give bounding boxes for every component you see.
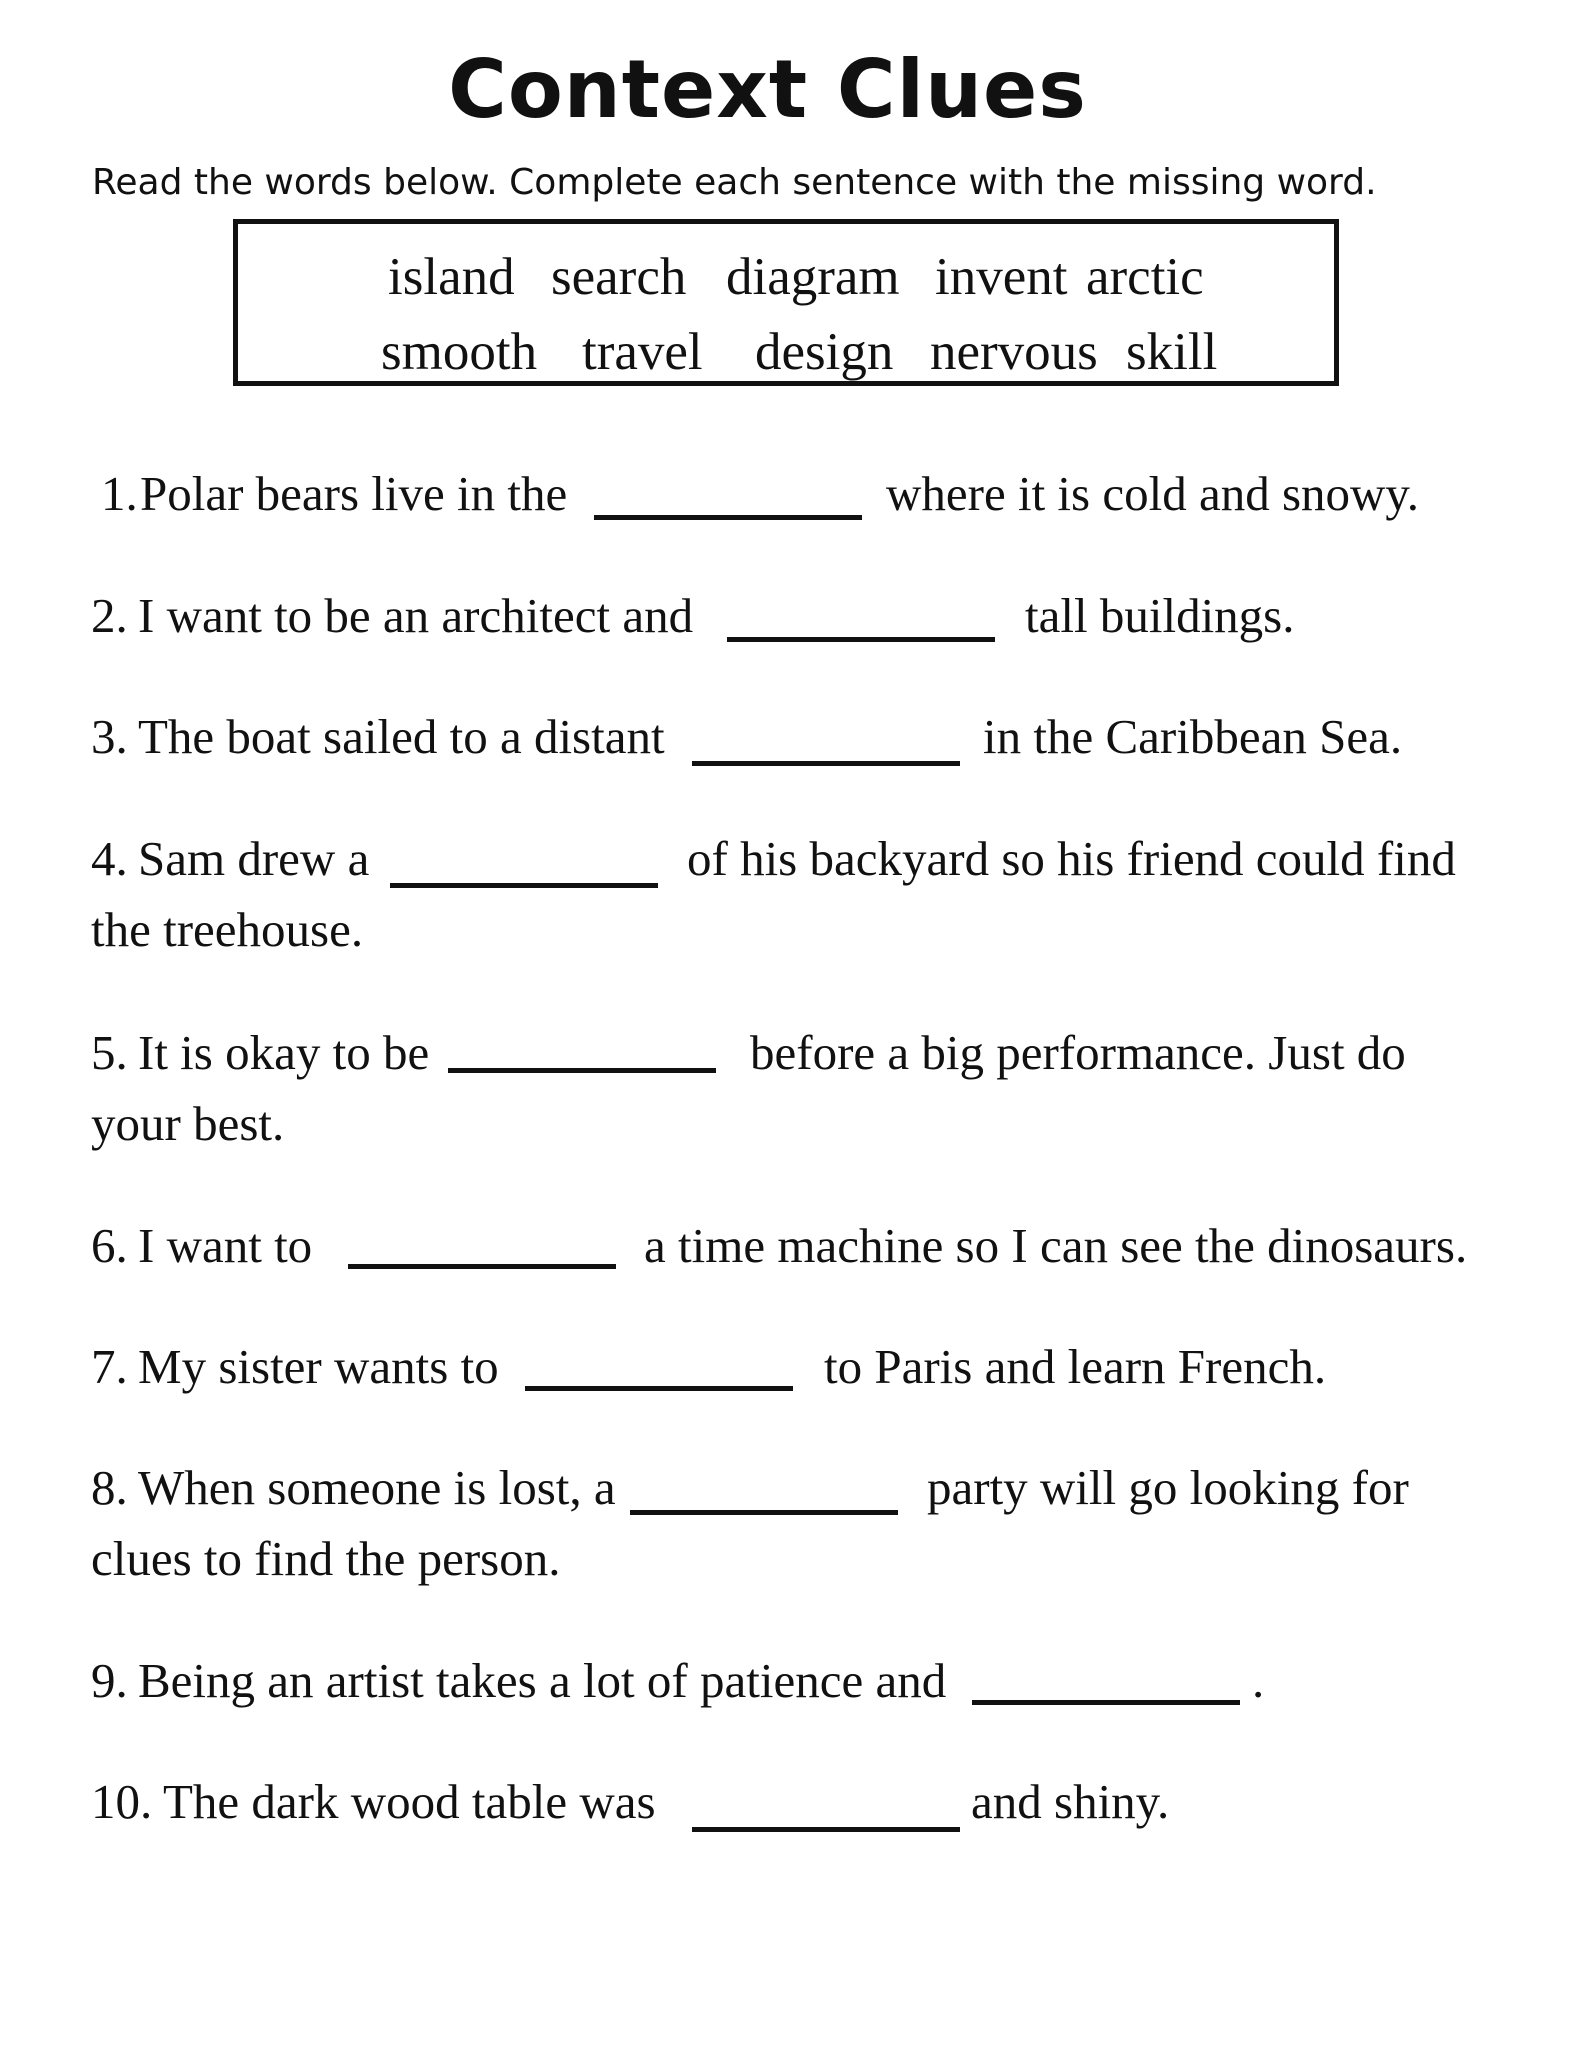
answer-blank-5[interactable]	[448, 1068, 716, 1073]
sentence-number: 2.	[91, 588, 128, 643]
sentence-text-continuation: the treehouse.	[91, 902, 364, 957]
sentence-text-continuation: clues to find the person.	[91, 1531, 561, 1586]
word-bank-word: travel	[582, 323, 703, 381]
answer-blank-8[interactable]	[630, 1510, 898, 1515]
word-bank-word: invent	[935, 248, 1068, 306]
word-bank-word: diagram	[726, 248, 900, 306]
sentence-text-before: I want to	[138, 1218, 313, 1273]
sentence-text-before: The boat sailed to a distant	[138, 709, 665, 764]
sentence-text-before: Being an artist takes a lot of patience and	[138, 1653, 947, 1708]
sentence-text-after: a time machine so I can see the dinosaurs.	[644, 1218, 1468, 1273]
sentence-text-after: before a big performance. Just do	[750, 1025, 1406, 1080]
answer-blank-7[interactable]	[525, 1386, 793, 1391]
sentence-text-before: Sam drew a	[138, 831, 370, 886]
sentence-text-after: party will go looking for	[927, 1460, 1409, 1515]
sentence-text-before: The dark wood table was	[163, 1774, 656, 1829]
sentence-number: 4.	[91, 831, 128, 886]
sentence-text-before: My sister wants to	[138, 1339, 499, 1394]
answer-blank-2[interactable]	[727, 637, 995, 642]
word-bank-word: nervous	[930, 323, 1098, 381]
word-bank-word: design	[755, 323, 894, 381]
answer-blank-4[interactable]	[390, 883, 658, 888]
word-bank-word: arctic	[1086, 248, 1204, 306]
sentence-number: 10.	[91, 1774, 153, 1829]
answer-blank-1[interactable]	[594, 515, 862, 520]
word-bank-word: island	[388, 248, 515, 306]
answer-blank-10[interactable]	[692, 1827, 960, 1832]
answer-blank-9[interactable]	[972, 1700, 1240, 1705]
word-bank-word: search	[551, 248, 687, 306]
sentence-text-before: It is okay to be	[138, 1025, 430, 1080]
sentence-text-after: to Paris and learn French.	[824, 1339, 1327, 1394]
sentence-text-after: and shiny.	[971, 1774, 1170, 1829]
sentence-text-before: Polar bears live in the	[140, 466, 568, 521]
answer-blank-3[interactable]	[692, 761, 960, 766]
page-title: Context Clues	[448, 43, 1087, 136]
sentence-number: 7.	[91, 1339, 128, 1394]
sentence-number: 1.	[101, 466, 138, 521]
sentence-text-before: When someone is lost, a	[138, 1460, 616, 1515]
sentence-text-after: of his backyard so his friend could find	[687, 831, 1456, 886]
sentence-text-after: .	[1252, 1653, 1265, 1708]
sentence-number: 8.	[91, 1460, 128, 1515]
sentence-number: 6.	[91, 1218, 128, 1273]
answer-blank-6[interactable]	[348, 1264, 616, 1269]
sentence-number: 3.	[91, 709, 128, 764]
sentence-text-after: in the Caribbean Sea.	[983, 709, 1403, 764]
word-bank-word: smooth	[381, 323, 538, 381]
sentence-text-before: I want to be an architect and	[138, 588, 694, 643]
sentence-text-after: where it is cold and snowy.	[886, 466, 1419, 521]
sentence-text-continuation: your best.	[91, 1096, 285, 1151]
word-bank	[233, 219, 1339, 386]
word-bank-word: skill	[1126, 323, 1218, 381]
instructions: Read the words below. Complete each sentence with the missing word.	[92, 162, 1377, 203]
sentence-text-after: tall buildings.	[1025, 588, 1295, 643]
sentence-number: 9.	[91, 1653, 128, 1708]
sentence-number: 5.	[91, 1025, 128, 1080]
